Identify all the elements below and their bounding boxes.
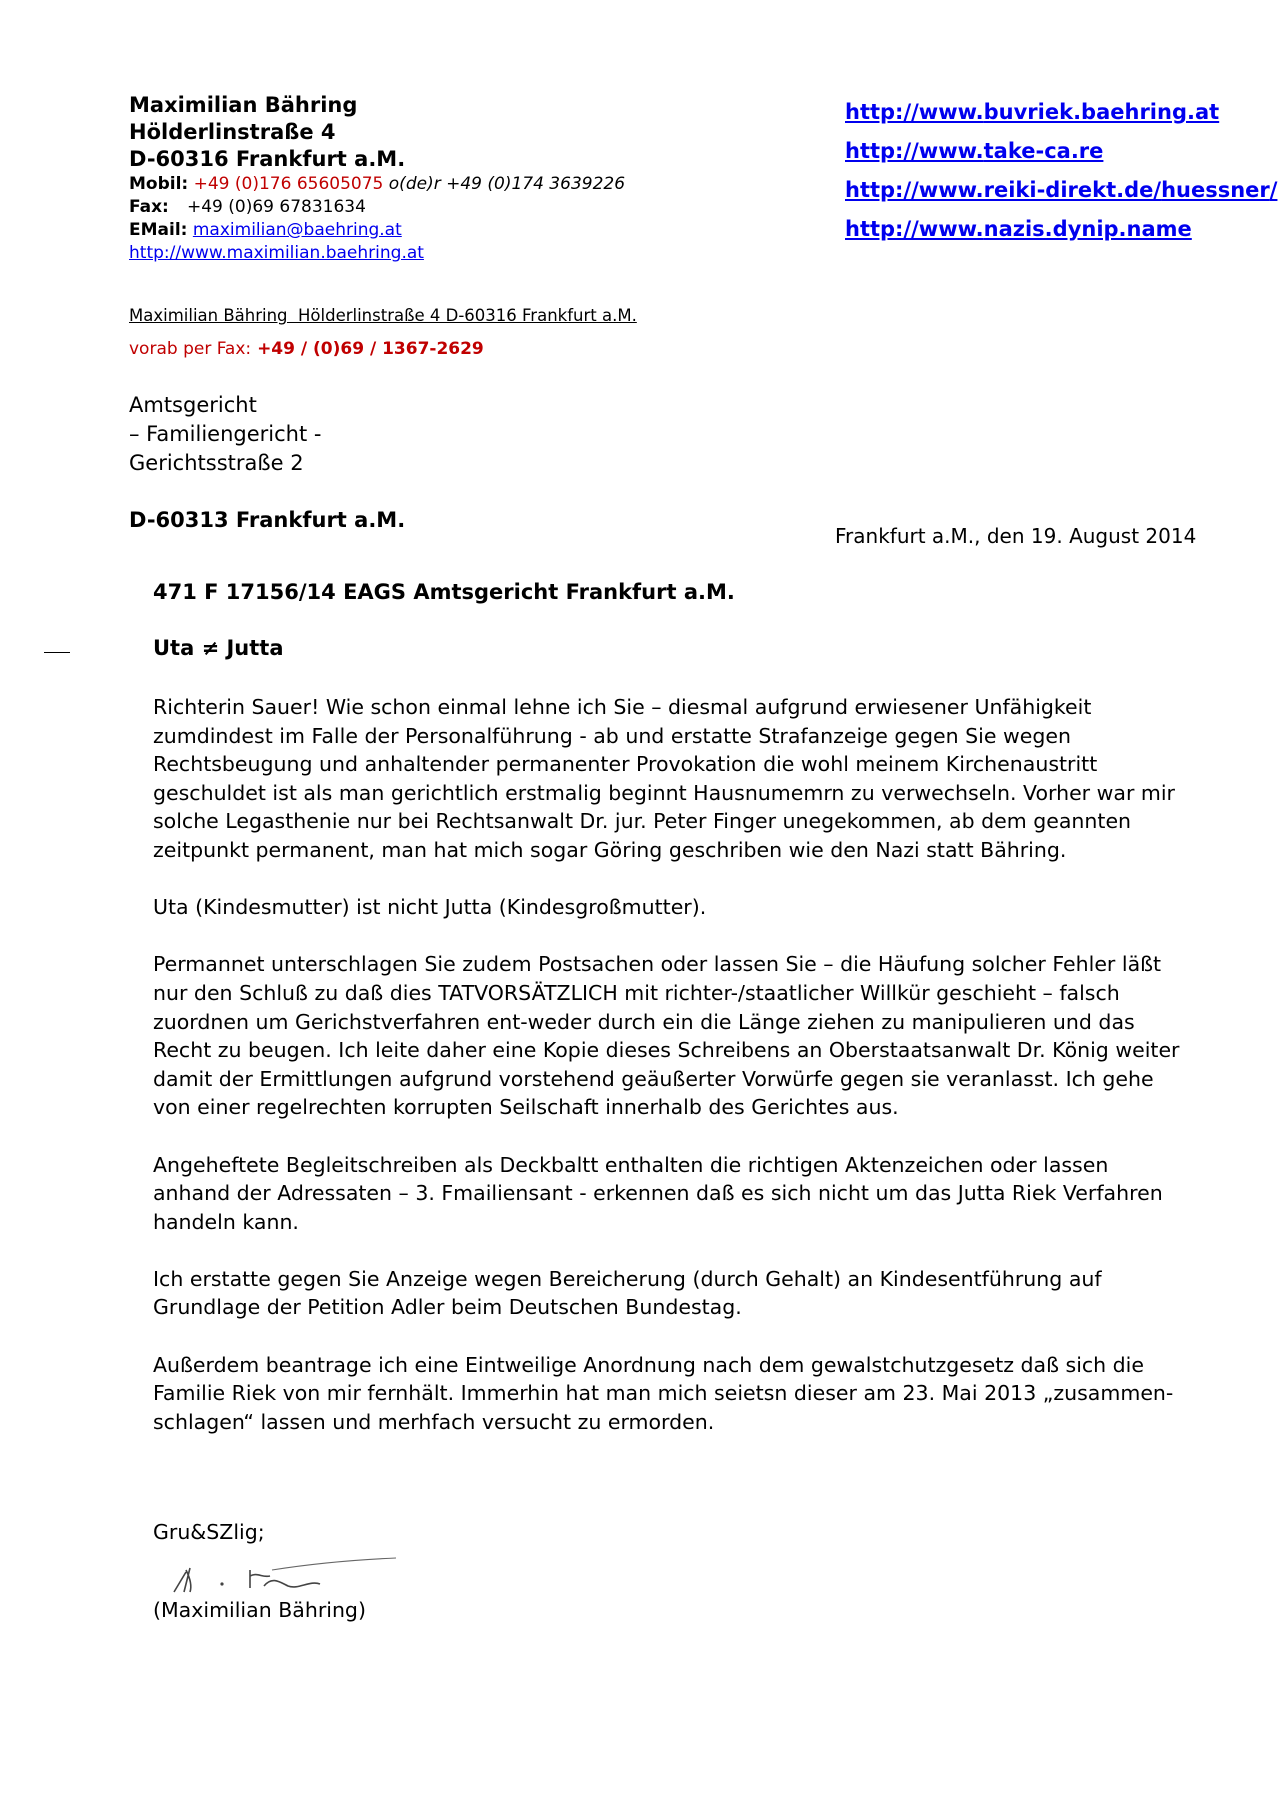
case-reference: 471 F 17156/14 EAGS Amtsgericht Frankfurt a.M. <box>153 580 735 604</box>
body-paragraph: Richterin Sauer! Wie schon einmal lehne ich Sie – diesmal aufgrund erwiesener Unfähigkeit zumdindest im Falle der Personalführung - ab und erstatte Strafanzeige gegen Sie wegen Rechtsbeugung und anhaltender permanenter Provokation die wohl meinem Kirchenaustritt geschuldet ist als man gerichtlich erstmalig beginnt Hausnumemrn zu verwechseln. Vorher war mir solche Legasthenie nur bei Rechtsanwalt Dr. jur. Peter Finger unegekommen, ab dem geannten zeitpunkt permanent, man hat mich sogar Göring geschriben wie den Nazi statt Bähring. <box>153 695 1175 862</box>
return-address: Maximilian Bähring Hölderlinstraße 4 D-60316 Frankfurt a.M. <box>129 306 637 325</box>
sender-website <box>129 242 625 265</box>
fax-advance-label: vorab per Fax: <box>129 339 252 359</box>
signature-name: (Maximilian Bähring) <box>153 1598 366 1622</box>
fax-advance <box>129 339 484 359</box>
link-host: buvriek.baehring.at <box>983 100 1220 124</box>
body-paragraph: Ich erstatte gegen Sie Anzeige wegen Bereicherung (durch Gehalt) an Kindesentführung auf Grundlage der Petition Adler beim Deutschen Bundestag. <box>153 1266 1102 1320</box>
link-list <box>845 100 1277 256</box>
sender-email <box>129 219 625 242</box>
fax-label: Fax: <box>129 197 169 217</box>
recipient-line-3: Gerichtsstraße 2 <box>129 451 304 475</box>
body-paragraph: Außerdem beantrage ich eine Eintweilige Anordnung nach dem gewalstchutzgesetz daß sich die Familie Riek von mir fernhält. Immerhin hat man mich seietsn dieser am 23. Mai 2013 „zusammen-schlagen“ lassen und merhfach versucht zu ermorden. <box>153 1352 1174 1434</box>
link-prefix: http://www. <box>845 139 984 163</box>
sender-fax <box>129 196 625 219</box>
link-reiki[interactable] <box>845 178 1277 217</box>
closing-greeting: Gru&SZlig; <box>153 1520 265 1544</box>
body-paragraph: Angeheftete Begleitschreiben als Deckbaltt enthalten die richtigen Aktenzeichen oder lassen anhand der Adressaten – 3. Fmailiensant - erkennen daß es sich nicht um das Jutta Riek Verfahren handeln kann. <box>153 1152 1163 1234</box>
recipient-line-2: – Familiengericht - <box>129 422 322 446</box>
fax-number: +49 (0)69 67831634 <box>187 197 366 217</box>
body-paragraph: Uta (Kindesmutter) ist nicht Jutta (Kindesgroßmutter). <box>153 895 707 920</box>
link-host: nazis.dynip.name <box>983 217 1192 241</box>
sender-street: Hölderlinstraße 4 <box>129 120 336 144</box>
recipient-line-1: Amtsgericht <box>129 393 257 417</box>
link-nazis[interactable] <box>845 217 1277 256</box>
recipient-block <box>129 391 321 478</box>
mobile-number-1: +49 (0)176 65605075 <box>193 174 384 194</box>
sender-city: D-60316 Frankfurt a.M. <box>129 147 406 171</box>
letter-date: Frankfurt a.M., den 19. August 2014 <box>835 524 1197 548</box>
link-host: take-ca.re <box>983 139 1104 163</box>
email-link[interactable]: maximilian@baehring.at <box>192 220 402 240</box>
link-prefix: http://www. <box>845 217 984 241</box>
recipient-city: D-60313 Frankfurt a.M. <box>129 508 406 532</box>
link-buvriek[interactable] <box>845 100 1277 139</box>
link-take-care[interactable] <box>845 139 1277 178</box>
sender-mobile <box>129 173 625 196</box>
link-prefix: http://www. <box>845 100 984 124</box>
body-paragraph: Permannet unterschlagen Sie zudem Postsachen oder lassen Sie – die Häufung solcher Fehler läßt nur den Schluß zu daß dies TATVORSÄTZLICH mit richter-/staatlicher Willkür geschieht – falsch zuordnen um Gerichstverfahren ent-weder durch ein die Länge ziehen zu manipulieren und das Recht zu beugen. Ich leite daher eine Kopie dieses Schreibens an Oberstaatsanwalt Dr. König weiter damit der Ermittlungen aufgrund vorstehend geäußerter Vorwürfe gegen sie veranlasst. Ich gehe von einer regelrechten korrupten Seilschaft innerhalb des Gerichtes aus. <box>153 952 1180 1120</box>
mobile-or: o(de)r <box>388 174 441 194</box>
sender-name: Maximilian Bähring <box>129 93 358 117</box>
letter-body <box>153 693 1183 1465</box>
link-prefix: http://www.reiki-direkt.de/ <box>845 178 1162 202</box>
fold-mark <box>44 652 70 653</box>
link-host: huessner <box>1161 178 1270 202</box>
fax-advance-number: +49 / (0)69 / 1367-2629 <box>257 339 484 359</box>
website-link[interactable]: http://www.maximilian.baehring.at <box>129 243 424 263</box>
letter-subject: Uta ≠ Jutta <box>153 636 284 660</box>
mobile-label: Mobil: <box>129 174 189 194</box>
email-label: EMail: <box>129 220 188 240</box>
link-suffix: / <box>1269 178 1278 202</box>
mobile-number-2: +49 (0)174 3639226 <box>446 174 626 194</box>
sender-block <box>129 92 625 265</box>
signature-image <box>160 1548 400 1598</box>
